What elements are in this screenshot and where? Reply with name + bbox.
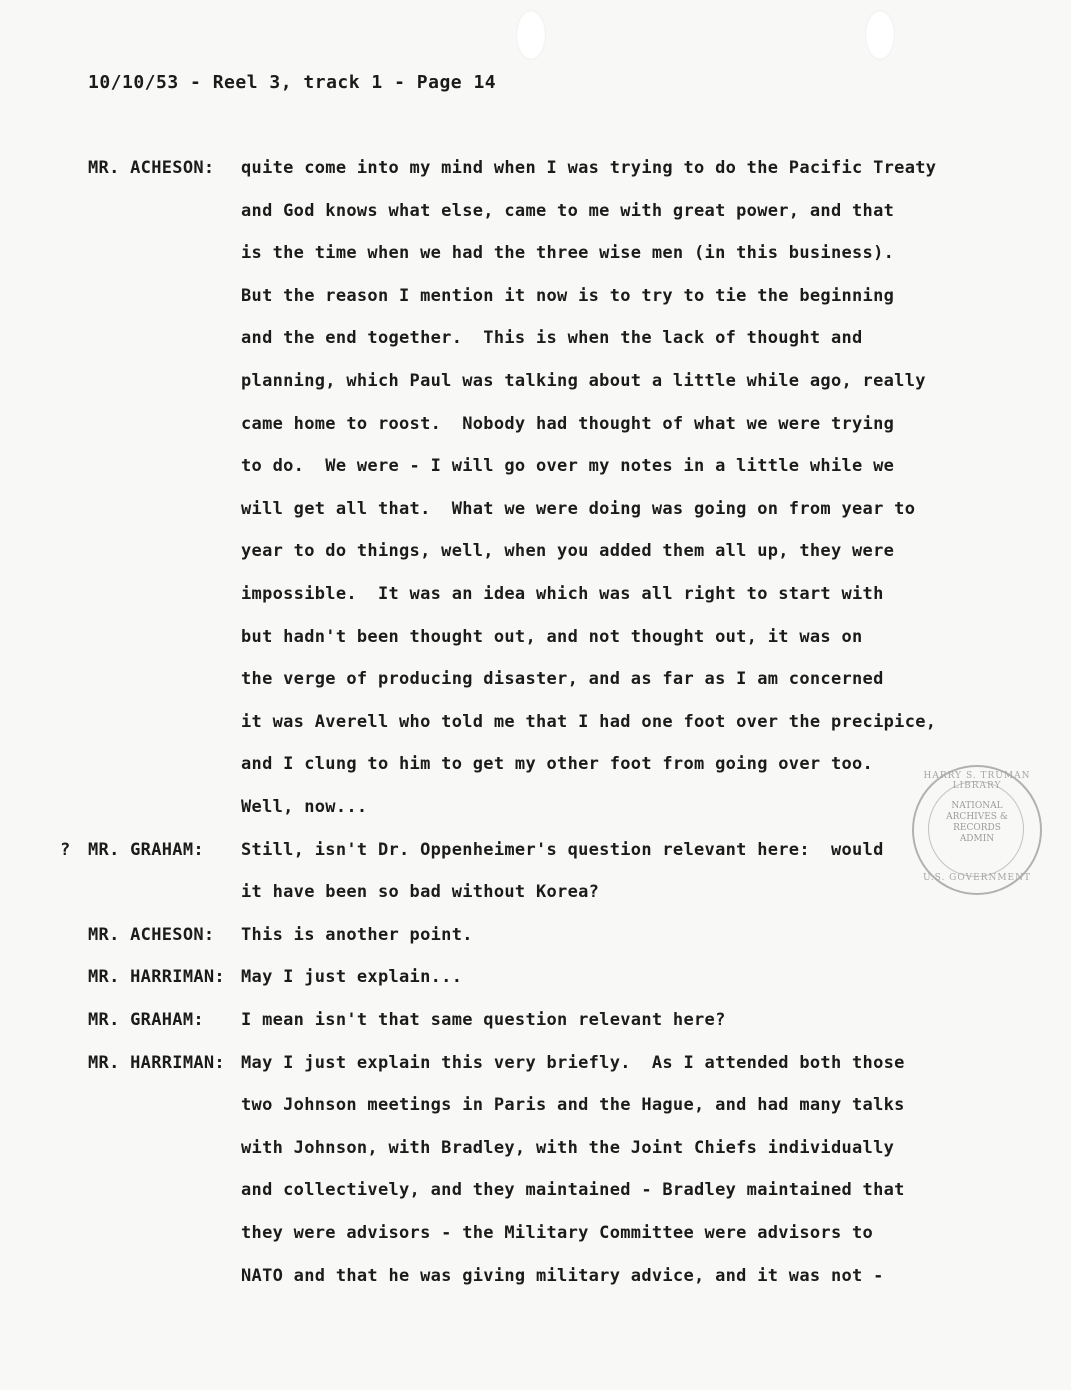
speaker-label: MR. ACHESON: xyxy=(88,158,215,178)
transcript-line-row xyxy=(0,1223,1071,1247)
stamp-center-text xyxy=(914,801,1040,845)
transcript-line: is the time when we had the three wise men (in this business). xyxy=(241,243,895,264)
transcript-line: the verge of producing disaster, and as far as I am concerned xyxy=(241,669,884,690)
speaker-turn xyxy=(0,840,1071,864)
speaker-turn xyxy=(0,1010,1071,1034)
transcript-line: planning, which Paul was talking about a little while ago, really xyxy=(241,371,926,391)
transcript-line-row xyxy=(0,882,1071,906)
transcript-line-row xyxy=(0,456,1071,480)
transcript-line-row xyxy=(0,627,1071,651)
transcript-line: two Johnson meetings in Paris and the Hague, and had many talks xyxy=(241,1095,905,1116)
transcript-line-row xyxy=(0,201,1071,225)
stamp-bottom-text: U.S. GOVERNMENT xyxy=(923,873,1031,883)
transcript-line-row xyxy=(0,328,1071,352)
transcript-line-row xyxy=(0,541,1071,565)
transcript-line-row xyxy=(0,1138,1071,1162)
speaker-label: MR. ACHESON: xyxy=(88,924,215,945)
transcript-line-row xyxy=(0,1180,1071,1204)
transcript-line: year to do things, well, when you added them all up, they were xyxy=(241,541,895,562)
margin-marker: ? xyxy=(60,839,71,860)
stamp-center-line: ADMIN xyxy=(959,834,995,844)
punch-hole-left xyxy=(516,10,546,60)
transcript-line: and God knows what else, came to me with great power, and that xyxy=(241,200,895,221)
transcript-line-row xyxy=(0,797,1071,821)
transcript-line: NATO and that he was giving military advice, and it was not - xyxy=(241,1265,884,1286)
transcript-line: May I just explain this very briefly. As I attended both those xyxy=(241,1052,905,1073)
transcript-line: This is another point. xyxy=(241,924,473,945)
speaker-label: MR. GRAHAM: xyxy=(88,839,204,860)
transcript-line: impossible. It was an idea which was all right to start with xyxy=(241,584,884,604)
transcript-line: will get all that. What we were doing was going on from year to xyxy=(241,498,916,519)
stamp-center-line: NATIONAL xyxy=(951,801,1003,811)
stamp-top-text: HARRY S. TRUMAN LIBRARY xyxy=(923,771,1031,791)
transcript-line-row xyxy=(0,712,1071,736)
speaker-turn xyxy=(0,1053,1071,1077)
transcript-line-row xyxy=(0,243,1071,267)
transcript-line: But the reason I mention it now is to try to tie the beginning xyxy=(241,285,895,306)
transcript-line: quite come into my mind when I was trying to do the Pacific Treaty xyxy=(241,158,937,178)
transcript-line-row xyxy=(0,754,1071,778)
transcript-line-row xyxy=(0,414,1071,438)
stamp-center-line: RECORDS xyxy=(953,823,1001,833)
transcript-line: and collectively, and they maintained - Bradley maintained that xyxy=(241,1180,905,1201)
transcript-line: came home to roost. Nobody had thought of what we were trying xyxy=(241,413,895,434)
transcript-line: to do. We were - I will go over my notes in a little while we xyxy=(241,456,895,477)
transcript-line: with Johnson, with Bradley, with the Joint Chiefs individually xyxy=(241,1137,895,1158)
speaker-turn xyxy=(0,967,1071,991)
transcript-line: it have been so bad without Korea? xyxy=(241,882,600,903)
transcript-line-row xyxy=(0,1266,1071,1290)
punch-hole-right xyxy=(865,10,895,60)
transcript-line-row xyxy=(0,669,1071,693)
transcript-line: Well, now... xyxy=(241,797,368,817)
transcript-line-row xyxy=(0,286,1071,310)
speaker-label: MR. GRAHAM: xyxy=(88,1010,204,1030)
transcript-line-row xyxy=(0,1095,1071,1119)
transcript-line-row xyxy=(0,371,1071,395)
archive-stamp xyxy=(912,765,1042,895)
transcript-line: but hadn't been thought out, and not thought out, it was on xyxy=(241,626,863,647)
speaker-turn xyxy=(0,925,1071,949)
transcript-line-row xyxy=(0,584,1071,608)
speaker-label: MR. HARRIMAN: xyxy=(88,1052,225,1073)
transcript-line: Still, isn't Dr. Oppenheimer's question relevant here: would xyxy=(241,839,884,860)
stamp-center-line: ARCHIVES & xyxy=(946,812,1008,822)
transcript-line: it was Averell who told me that I had one foot over the precipice, xyxy=(241,711,937,732)
speaker-label: MR. HARRIMAN: xyxy=(88,967,225,988)
transcript-line: and I clung to him to get my other foot from going over too. xyxy=(241,754,874,775)
transcript-line-row xyxy=(0,499,1071,523)
transcript-line: May I just explain... xyxy=(241,967,463,988)
transcript-line: I mean isn't that same question relevant here? xyxy=(241,1010,726,1030)
transcript-line: they were advisors - the Military Committee were advisors to xyxy=(241,1223,874,1243)
speaker-turn xyxy=(0,158,1071,182)
transcript-line: and the end together. This is when the lack of thought and xyxy=(241,328,863,349)
page-header: 10/10/53 - Reel 3, track 1 - Page 14 xyxy=(88,72,497,93)
